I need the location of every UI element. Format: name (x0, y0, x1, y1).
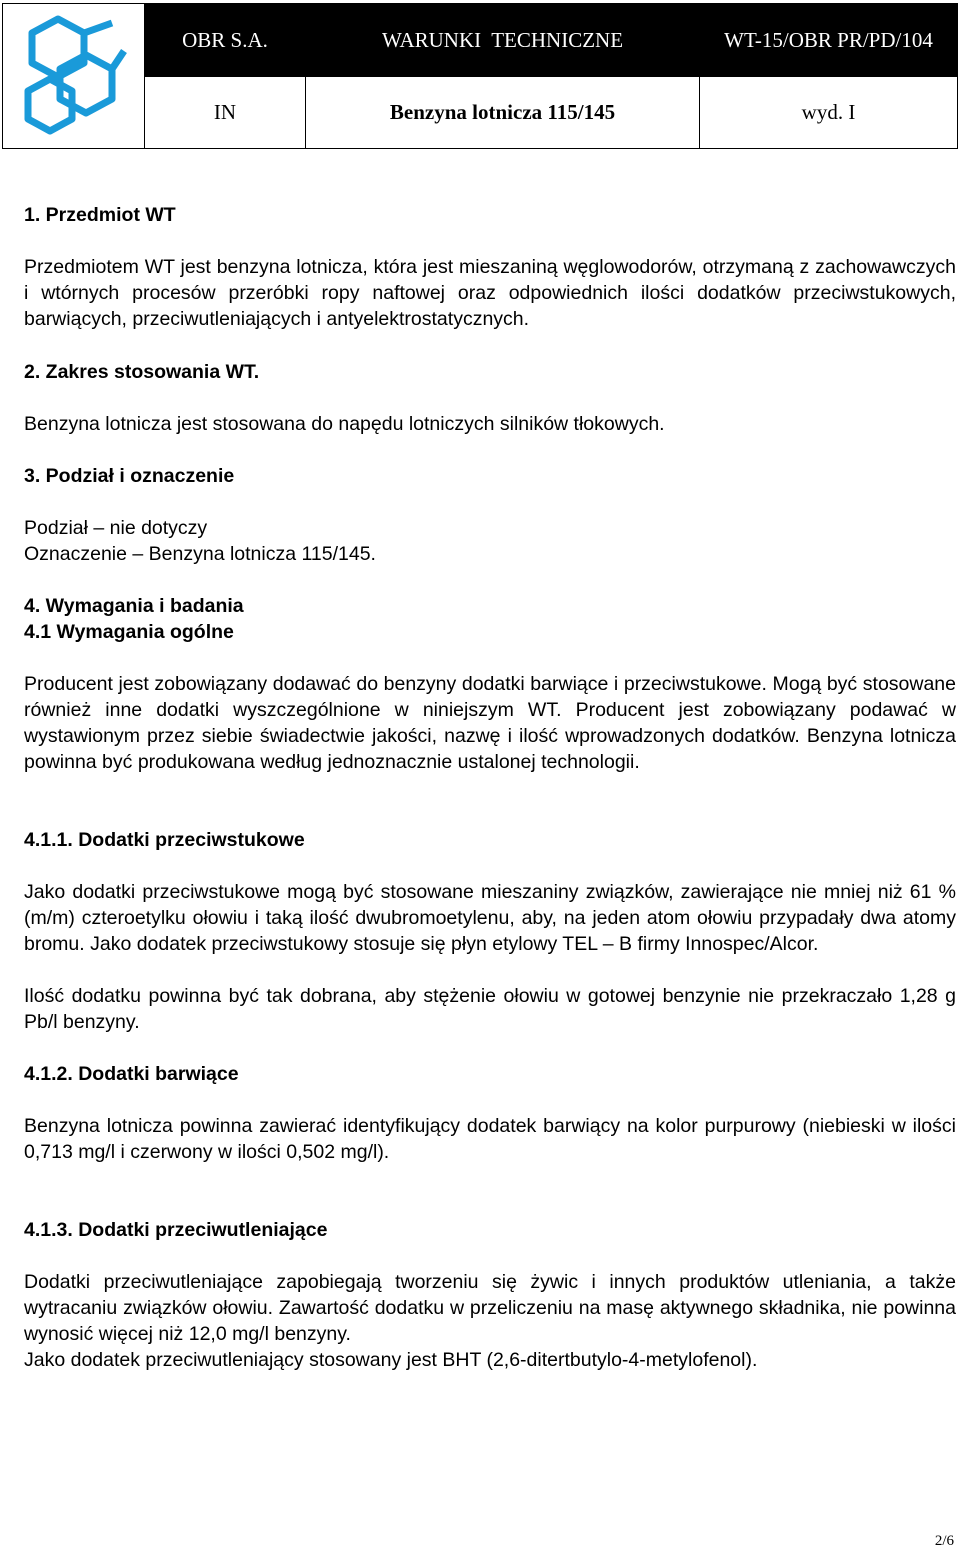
section-2-heading: 2. Zakres stosowania WT. (24, 361, 260, 383)
edition: wyd. I (699, 76, 958, 149)
section-4-1-3-heading: 4.1.3. Dodatki przeciwutleniające (24, 1219, 328, 1241)
document-header (2, 3, 958, 149)
section-4-1-3-paragraph-2: Jako dodatek przeciwutleniający stosowany jest BHT (2,6-ditertbutylo-4-metylofenol). (24, 1349, 758, 1371)
section-4-1-2-paragraph: Benzyna lotnicza powinna zawierać identyfikujący dodatek barwiący na kolor purpurowy (niebieski w ilości 0,713 mg/l i czerwony w ilości 0,502 mg/l). (24, 1115, 956, 1163)
product-title: Benzyna lotnicza 115/145 (305, 76, 700, 149)
language-code: IN (144, 76, 306, 149)
document-number: WT-15/OBR PR/PD/104 (699, 3, 958, 77)
section-4-1-3-paragraph-1: Dodatki przeciwutleniające zapobiegają tworzeniu się żywic i innych produktów utleniania, a także wytracaniu związków ołowiu. Zawartość dodatku w przeliczeniu na masę aktywnego składnika, nie powinna wynosić więcej niż 12,0 mg/l benzyny. (24, 1271, 956, 1345)
section-4-1-1-paragraph-1: Jako dodatki przeciwstukowe mogą być stosowane mieszaniny związków, zawierające nie mniej niż 61 % (m/m) czteroetylku ołowiu i taką ilość dwubromoetylenu, aby, na jeden atom ołowiu przypadały dwa atomy bromu. Jako dodatek przeciwstukowy stosuje się płyn etylowy TEL – B firmy Innospec/Alcor. (24, 881, 956, 955)
section-4-1-paragraph: Producent jest zobowiązany dodawać do benzyny dodatki barwiące i przeciwstukowe. Mogą być stosowane również inne dodatki wyszczególnione w niniejszym WT. Producent jest zobowiązany podawać w wystawionym przez siebie świadectwie jakości, nazwę i ilość wprowadzonych dodatków. Benzyna lotnicza powinna być produkowana według jednoznacznie ustalonej technologii. (24, 673, 956, 773)
obr-hexagon-logo-icon (14, 11, 134, 141)
section-3-heading: 3. Podział i oznaczenie (24, 465, 235, 487)
section-4-1-2-heading: 4.1.2. Dodatki barwiące (24, 1063, 239, 1085)
section-1-paragraph: Przedmiotem WT jest benzyna lotnicza, która jest mieszaniną węglowodorów, otrzymaną z zachowawczych i wtórnych procesów przeróbki ropy naftowej oraz odpowiednich ilości dodatków przeciwstukowych, barwiących, przeciwutleniających i antyelektrostatycznych. (24, 256, 956, 330)
section-4-heading: 4. Wymagania i badania (24, 595, 244, 617)
designation-line: Oznaczenie – Benzyna lotnicza 115/145. (24, 543, 376, 565)
division-line: Podział – nie dotyczy (24, 517, 208, 539)
section-4-1-heading: 4.1 Wymagania ogólne (24, 621, 234, 643)
section-4-1-1-paragraph-2: Ilość dodatku powinna być tak dobrana, aby stężenie ołowiu w gotowej benzynie nie przekraczało 1,28 g Pb/l benzyny. (24, 985, 956, 1033)
section-4-1-1-heading: 4.1.1. Dodatki przeciwstukowe (24, 829, 305, 851)
section-2-paragraph: Benzyna lotnicza jest stosowana do napędu lotniczych silników tłokowych. (24, 413, 665, 435)
section-1-heading: 1. Przedmiot WT (24, 204, 176, 226)
page-number: 2/6 (934, 1533, 954, 1549)
document-type: WARUNKI TECHNICZNE (305, 3, 700, 77)
company-logo (2, 3, 145, 149)
company-name: OBR S.A. (144, 3, 306, 77)
